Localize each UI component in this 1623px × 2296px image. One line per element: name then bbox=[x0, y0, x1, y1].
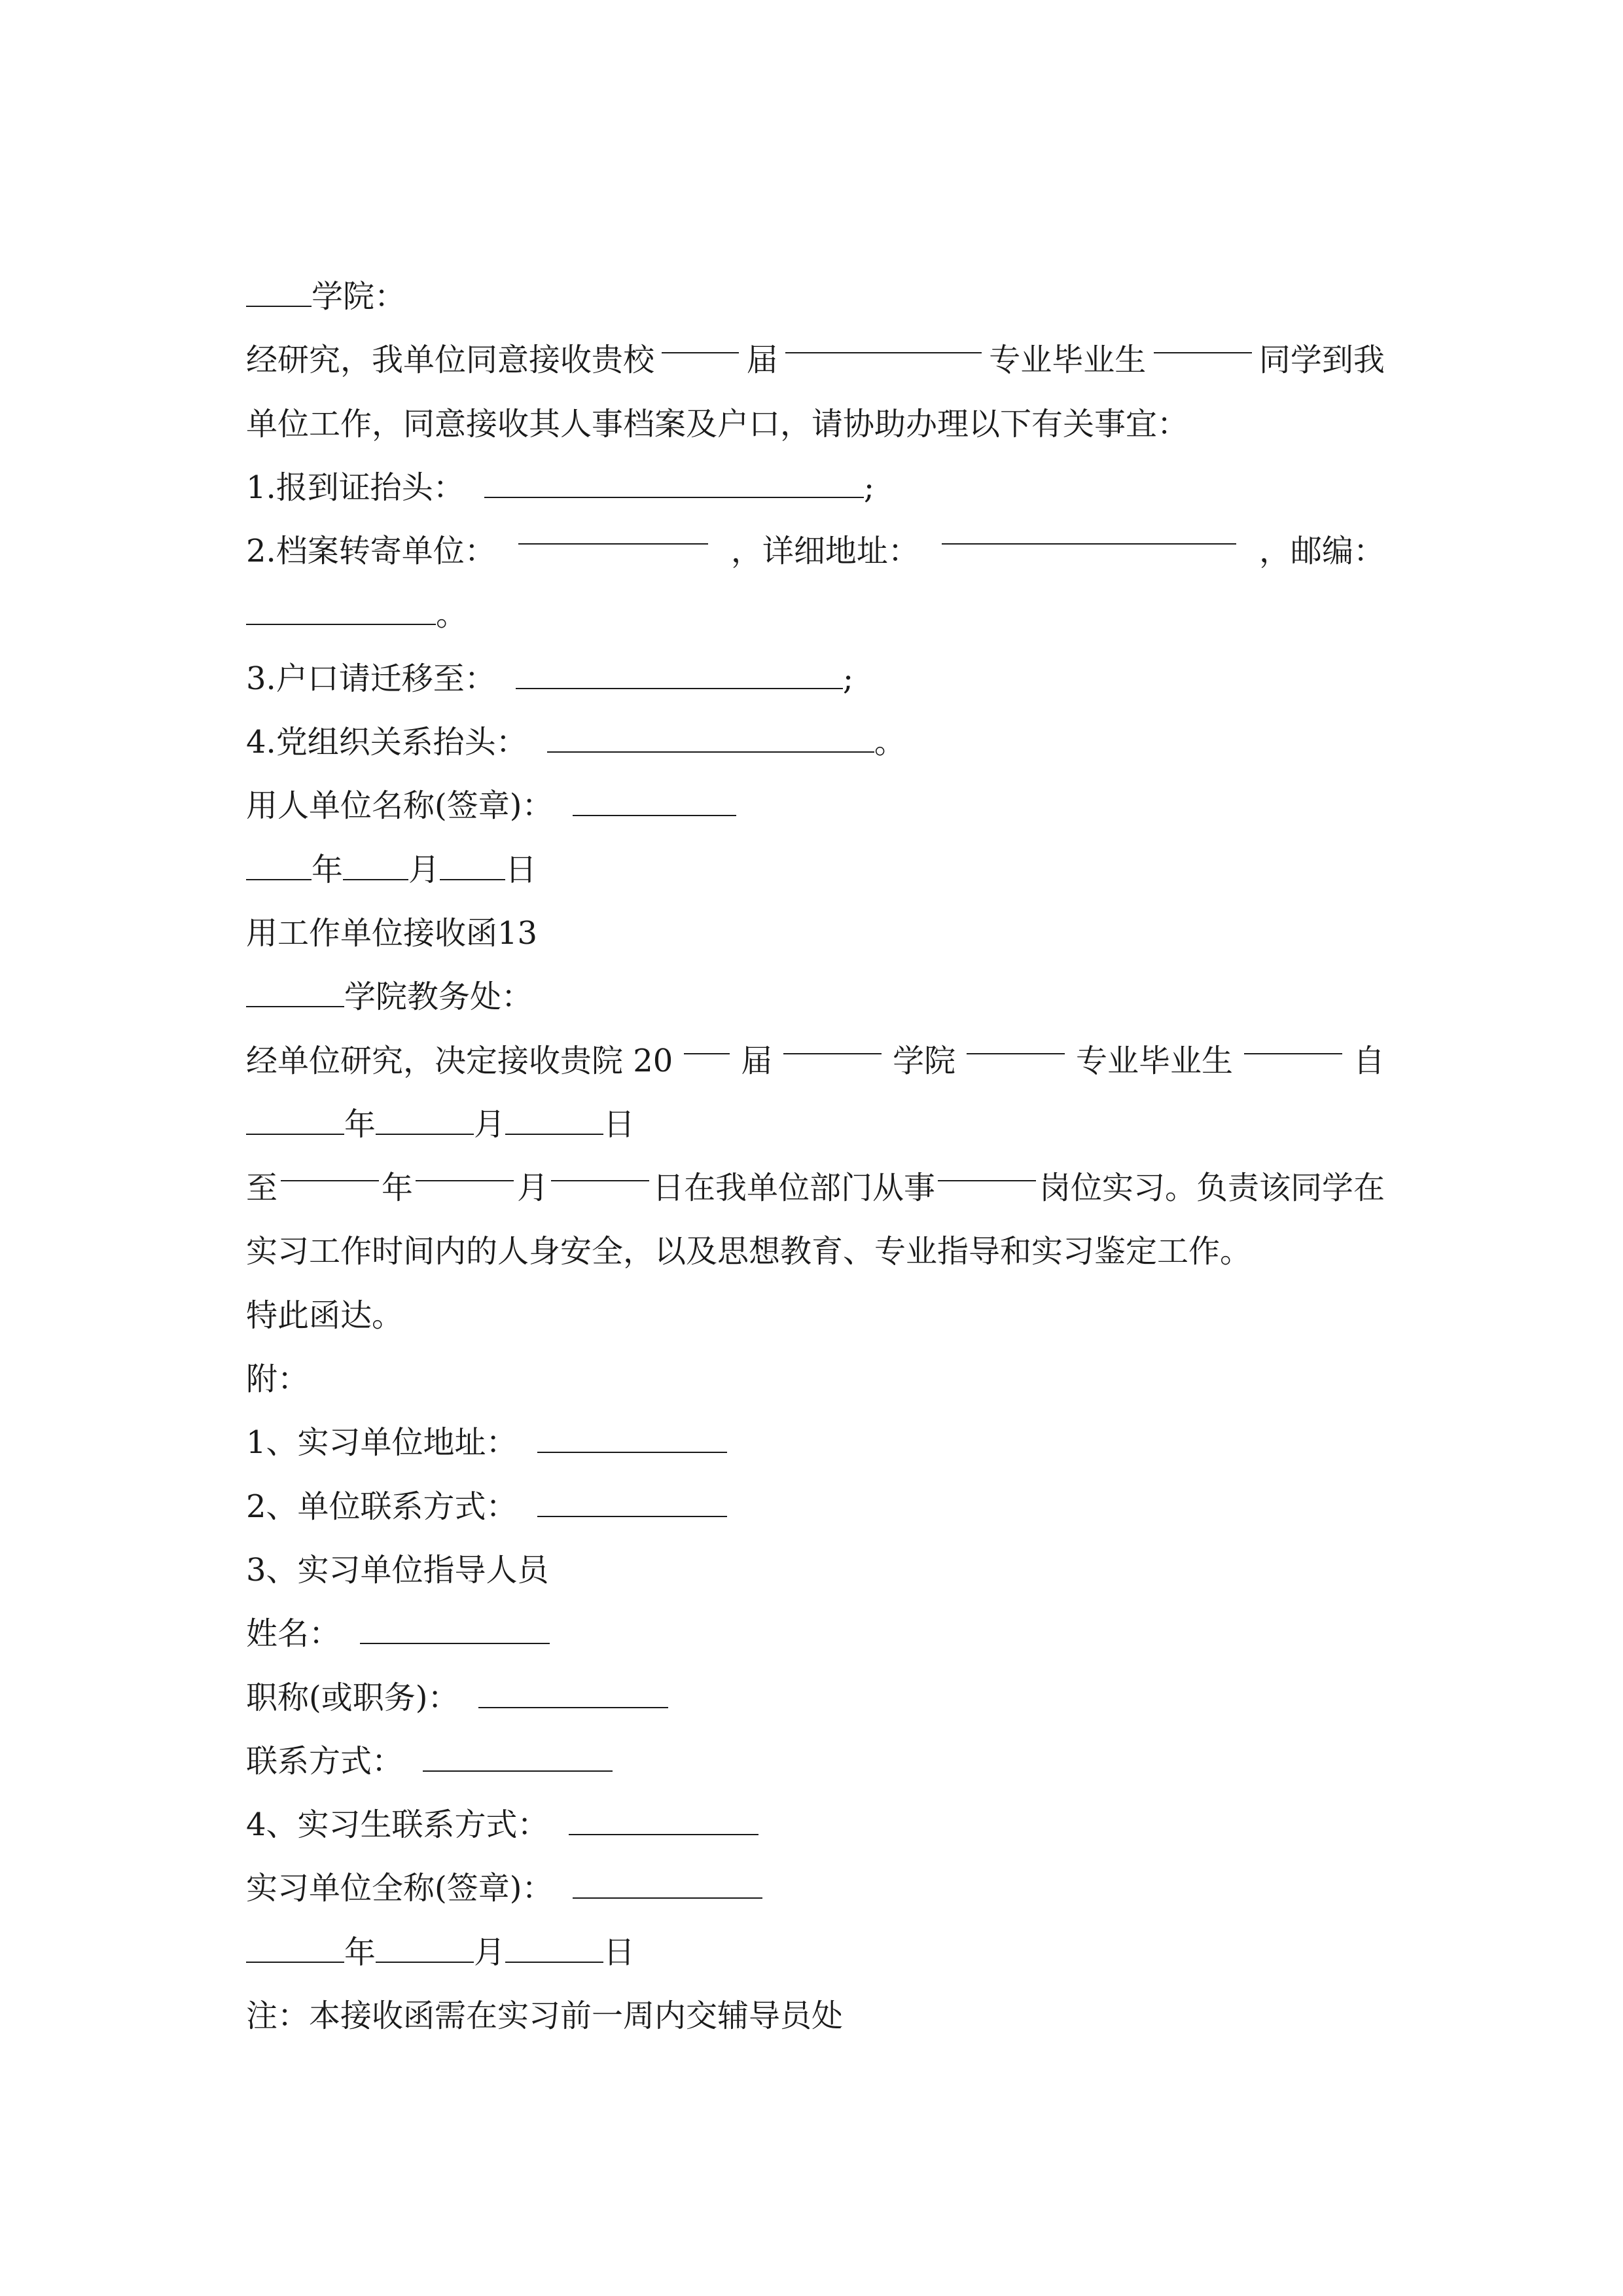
mentor-title-blank[interactable] bbox=[478, 1683, 668, 1708]
attach-label: 附： bbox=[246, 1361, 310, 1398]
closing: 特此函达。 bbox=[246, 1297, 404, 1334]
contact-row: 联系方式： bbox=[246, 1730, 1385, 1793]
item4-row: 4.党组织关系抬头： 。 bbox=[246, 724, 906, 761]
to-month-blank[interactable] bbox=[416, 1157, 514, 1181]
letter1-date-row: 年 月 日 bbox=[246, 838, 1385, 902]
employer-blank[interactable] bbox=[573, 791, 736, 816]
letter2-body-line4: 实习工作时间内的人身安全，以及思想教育、专业指导和实习鉴定工作。 bbox=[246, 1233, 1252, 1270]
letter2-from-date: 年 月 日 bbox=[246, 1093, 1385, 1157]
position-blank[interactable] bbox=[938, 1157, 1036, 1181]
major-blank[interactable] bbox=[785, 329, 982, 353]
archive-unit-blank[interactable] bbox=[518, 520, 708, 545]
letter2-body-line1: 经单位研究，决定接收贵院 20 届 学院 专业毕业生 自 bbox=[246, 1030, 1385, 1093]
item3-row: 3.户口请迁移至： ; bbox=[246, 660, 853, 697]
intern-address-blank[interactable] bbox=[537, 1428, 727, 1453]
sign-month-blank[interactable] bbox=[376, 1938, 474, 1963]
from-year-blank[interactable] bbox=[246, 1110, 344, 1135]
note: 注：本接收函需在实习前一周内交辅导员处 bbox=[246, 1998, 844, 2035]
student-blank[interactable] bbox=[1244, 1030, 1342, 1054]
to-year-blank[interactable] bbox=[281, 1157, 379, 1181]
intern-contact-blank[interactable] bbox=[569, 1810, 758, 1835]
college-blank[interactable] bbox=[246, 982, 344, 1007]
document-page bbox=[246, 265, 1385, 2048]
attach4-row: 4、实习生联系方式： bbox=[246, 1793, 1385, 1857]
letter2-addressee: 学院教务处： bbox=[246, 965, 1385, 1029]
letter2-title: 用工作单位接收函13 bbox=[246, 914, 538, 952]
letter1-body-line2: 单位工作，同意接收其人事档案及户口，请协助办理以下有关事宜： bbox=[246, 405, 1189, 442]
unit-contact-blank[interactable] bbox=[537, 1492, 727, 1517]
to-day-blank[interactable] bbox=[551, 1157, 649, 1181]
class-year-blank[interactable] bbox=[684, 1030, 730, 1054]
item2-postcode-row: 。 bbox=[246, 583, 1385, 647]
org-row: 实习单位全称(签章)： bbox=[246, 1857, 1385, 1920]
postcode-blank[interactable] bbox=[246, 600, 436, 625]
item1-row: 1.报到证抬头： ; bbox=[246, 469, 874, 506]
hukou-blank[interactable] bbox=[516, 664, 843, 689]
college-blank[interactable] bbox=[246, 282, 312, 307]
address-blank[interactable] bbox=[942, 520, 1236, 545]
year-blank[interactable] bbox=[246, 855, 312, 880]
employer-row: 用人单位名称(签章)： bbox=[246, 774, 1385, 838]
day-blank[interactable] bbox=[440, 855, 505, 880]
sign-year-blank[interactable] bbox=[246, 1938, 344, 1963]
major-blank[interactable] bbox=[967, 1030, 1065, 1054]
party-blank[interactable] bbox=[547, 728, 874, 753]
title-row: 职称(或职务)： bbox=[246, 1666, 1385, 1730]
student-blank[interactable] bbox=[1154, 329, 1252, 353]
attach2-row: 2、单位联系方式： bbox=[246, 1475, 1385, 1539]
letter2-sign-date: 年 月 日 bbox=[246, 1921, 1385, 1984]
mentor-name-blank[interactable] bbox=[360, 1619, 550, 1644]
month-blank[interactable] bbox=[343, 855, 408, 880]
attach3-row: 3、实习单位指导人员 bbox=[246, 1551, 549, 1588]
letter1-body-line1: 经研究，我单位同意接收贵校 届 专业毕业生 同学到我 bbox=[246, 329, 1385, 392]
name-row: 姓名： bbox=[246, 1602, 1385, 1666]
item2-row: 2.档案转寄单位： ，详细地址： ，邮编： bbox=[246, 520, 1385, 583]
school-blank[interactable] bbox=[783, 1030, 882, 1054]
letter2-to-date: 至 年 月 日在我单位部门从事 岗位实习。负责该同学在 bbox=[246, 1157, 1385, 1220]
mentor-contact-blank[interactable] bbox=[423, 1747, 613, 1772]
sign-day-blank[interactable] bbox=[505, 1938, 603, 1963]
report-cert-header-blank[interactable] bbox=[484, 473, 864, 498]
from-month-blank[interactable] bbox=[376, 1110, 474, 1135]
attach1-row: 1、实习单位地址： bbox=[246, 1411, 1385, 1475]
org-name-blank[interactable] bbox=[573, 1874, 762, 1899]
from-day-blank[interactable] bbox=[505, 1110, 603, 1135]
school-blank[interactable] bbox=[662, 329, 739, 353]
letter1-addressee: 学院： bbox=[246, 265, 1385, 329]
